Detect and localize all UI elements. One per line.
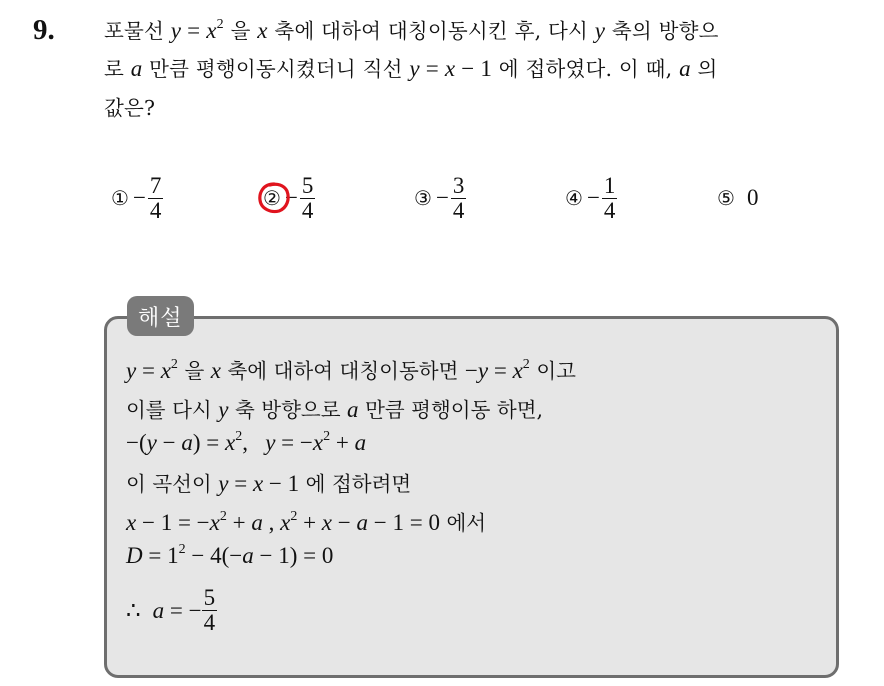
math-variable: y bbox=[218, 397, 229, 422]
conclusion-fraction bbox=[202, 586, 218, 635]
choice-2-denominator: 4 bbox=[301, 197, 314, 223]
math-symbol: − 1 = − bbox=[136, 510, 210, 535]
text-segment: 이를 다시 bbox=[126, 398, 219, 422]
text-segment: 로 bbox=[104, 57, 131, 81]
solution-line-4 bbox=[126, 467, 411, 497]
math-symbol: − 1 = 0 bbox=[368, 510, 440, 535]
text-segment: 포물선 bbox=[104, 19, 171, 43]
math-variable: x bbox=[126, 510, 137, 535]
solution-line-1 bbox=[126, 354, 576, 384]
math-symbol: = bbox=[136, 358, 161, 383]
choice-2-numerator: 5 bbox=[301, 172, 314, 198]
math-symbol: , bbox=[242, 430, 266, 455]
math-variable: x bbox=[444, 56, 456, 81]
text-segment: 만큼 평행이동 하면, bbox=[358, 398, 544, 422]
question-line-3 bbox=[104, 91, 155, 121]
math-symbol: = bbox=[488, 358, 513, 383]
math-variable: a bbox=[347, 397, 359, 422]
math-variable: x bbox=[252, 471, 264, 496]
conclusion-equals: = − bbox=[164, 597, 202, 623]
math-variable: $x^2$ bbox=[512, 357, 530, 383]
math-variable: D bbox=[126, 543, 143, 568]
math-variable: y bbox=[477, 358, 489, 383]
math-symbol: + bbox=[226, 510, 252, 535]
question-line-1 bbox=[104, 14, 719, 44]
math-symbol: = $1^2$ bbox=[142, 542, 186, 568]
math-variable: y bbox=[126, 358, 137, 383]
math-variable: $x^2$ bbox=[206, 17, 224, 43]
math-symbol: − 1 bbox=[455, 56, 493, 81]
choice-4[interactable] bbox=[565, 168, 617, 228]
choice-1[interactable] bbox=[111, 168, 163, 228]
solution-label: 해설 bbox=[127, 296, 194, 336]
math-symbol: + bbox=[330, 430, 355, 455]
question-line-2 bbox=[104, 52, 718, 82]
exponent: 2 bbox=[522, 357, 530, 372]
math-symbol: − bbox=[156, 430, 182, 455]
question-number: 9. bbox=[33, 14, 55, 46]
math-variable: $x^2$ bbox=[224, 429, 243, 455]
math-variable: a bbox=[242, 543, 254, 568]
therefore-symbol: ∴ bbox=[126, 597, 141, 623]
math-variable: $x^2$ bbox=[160, 357, 178, 383]
math-symbol: + bbox=[297, 510, 322, 535]
text-segment: 축에 대하여 대칭이동하면 bbox=[220, 359, 465, 383]
math-symbol: − 4(− bbox=[185, 543, 243, 568]
math-variable: y bbox=[594, 18, 606, 43]
math-variable: a bbox=[251, 510, 263, 535]
choice-1-fraction bbox=[148, 174, 164, 223]
conclusion-denominator: 4 bbox=[203, 610, 216, 635]
choice-1-numerator: 7 bbox=[149, 172, 162, 198]
math-variable: $x^2$ bbox=[280, 509, 298, 535]
math-variable: y bbox=[146, 430, 157, 455]
math-variable: a bbox=[354, 430, 367, 455]
choice-2-sign: − bbox=[284, 185, 298, 210]
exponent: 2 bbox=[235, 429, 243, 444]
choice-3-fraction bbox=[451, 174, 467, 223]
choice-2[interactable] bbox=[263, 168, 315, 228]
text-segment: 의 bbox=[690, 57, 718, 81]
choice-3-sign: − bbox=[435, 185, 449, 210]
text-segment: 축의 방향으 bbox=[605, 19, 719, 43]
exponent: 2 bbox=[170, 357, 178, 372]
choice-3-numerator: 3 bbox=[452, 172, 465, 198]
math-variable: $x^2$ bbox=[312, 429, 331, 455]
text-segment: 에 접하려면 bbox=[299, 472, 412, 496]
choice-4-numerator: 1 bbox=[603, 172, 616, 198]
math-variable: y bbox=[265, 430, 276, 455]
math-symbol: = bbox=[228, 471, 253, 496]
choice-1-number: ① bbox=[111, 186, 129, 210]
choice-3-denominator: 4 bbox=[452, 197, 465, 223]
text-segment: 이고 bbox=[529, 359, 576, 383]
choice-2-fraction bbox=[300, 174, 316, 223]
choice-4-fraction bbox=[602, 174, 618, 223]
solution-conclusion bbox=[126, 586, 217, 635]
text-segment: 이 곡선이 bbox=[126, 472, 219, 496]
text-segment: 축에 대하여 대칭이동시킨 후, 다시 bbox=[267, 19, 595, 43]
math-symbol: − bbox=[464, 358, 478, 383]
math-variable: y bbox=[409, 56, 420, 81]
math-symbol: − 1) = 0 bbox=[253, 543, 334, 568]
choice-1-sign: − bbox=[132, 185, 146, 210]
math-symbol: = bbox=[181, 18, 207, 43]
math-symbol: ) = bbox=[192, 430, 225, 455]
solution-line-5 bbox=[126, 506, 486, 536]
choice-3[interactable] bbox=[414, 168, 466, 228]
math-symbol: − bbox=[332, 510, 357, 535]
text-segment: 에 접하였다. 이 때, bbox=[492, 57, 680, 81]
choice-5-value: 0 bbox=[746, 185, 759, 210]
math-symbol: = − bbox=[275, 430, 313, 455]
text-segment: 축 방향으로 bbox=[228, 398, 348, 422]
math-variable: x bbox=[210, 358, 221, 383]
math-variable: a bbox=[679, 56, 691, 81]
exponent: 2 bbox=[290, 509, 298, 524]
math-variable: y bbox=[170, 18, 182, 43]
exponent: 2 bbox=[323, 429, 331, 444]
exponent: 2 bbox=[178, 542, 186, 557]
choice-1-denominator: 4 bbox=[149, 197, 162, 223]
math-variable: a bbox=[181, 430, 193, 455]
text-segment: 에서 bbox=[439, 511, 487, 535]
math-variable: a bbox=[130, 56, 143, 81]
exponent: 2 bbox=[216, 17, 224, 32]
conclusion-variable: a bbox=[152, 597, 165, 623]
solution-line-6 bbox=[126, 543, 333, 569]
solution-line-2 bbox=[126, 393, 543, 423]
choice-3-number: ③ bbox=[414, 186, 432, 210]
solution-line-3 bbox=[126, 430, 366, 456]
math-symbol: , bbox=[262, 510, 281, 535]
math-variable: $x^2$ bbox=[209, 509, 227, 535]
choice-4-sign: − bbox=[586, 185, 600, 210]
text-segment: 을 bbox=[177, 359, 211, 383]
choice-5-number: ⑤ bbox=[717, 186, 735, 210]
math-variable: a bbox=[356, 510, 368, 535]
math-variable: x bbox=[321, 510, 333, 535]
choice-4-denominator: 4 bbox=[603, 197, 616, 223]
text-segment: 을 bbox=[223, 19, 258, 43]
choice-4-number: ④ bbox=[565, 186, 583, 210]
math-variable: x bbox=[257, 18, 268, 43]
text-segment: 만큼 평행이동시켰더니 직선 bbox=[142, 57, 410, 81]
text-segment: 값은? bbox=[104, 96, 156, 120]
math-symbol: − 1 bbox=[263, 471, 300, 496]
math-symbol: = bbox=[419, 56, 445, 81]
math-symbol: −( bbox=[126, 430, 147, 455]
conclusion-numerator: 5 bbox=[203, 585, 216, 610]
choice-2-number: ② bbox=[263, 186, 281, 210]
exponent: 2 bbox=[219, 509, 227, 524]
choice-5[interactable] bbox=[717, 168, 758, 228]
math-variable: y bbox=[218, 471, 229, 496]
